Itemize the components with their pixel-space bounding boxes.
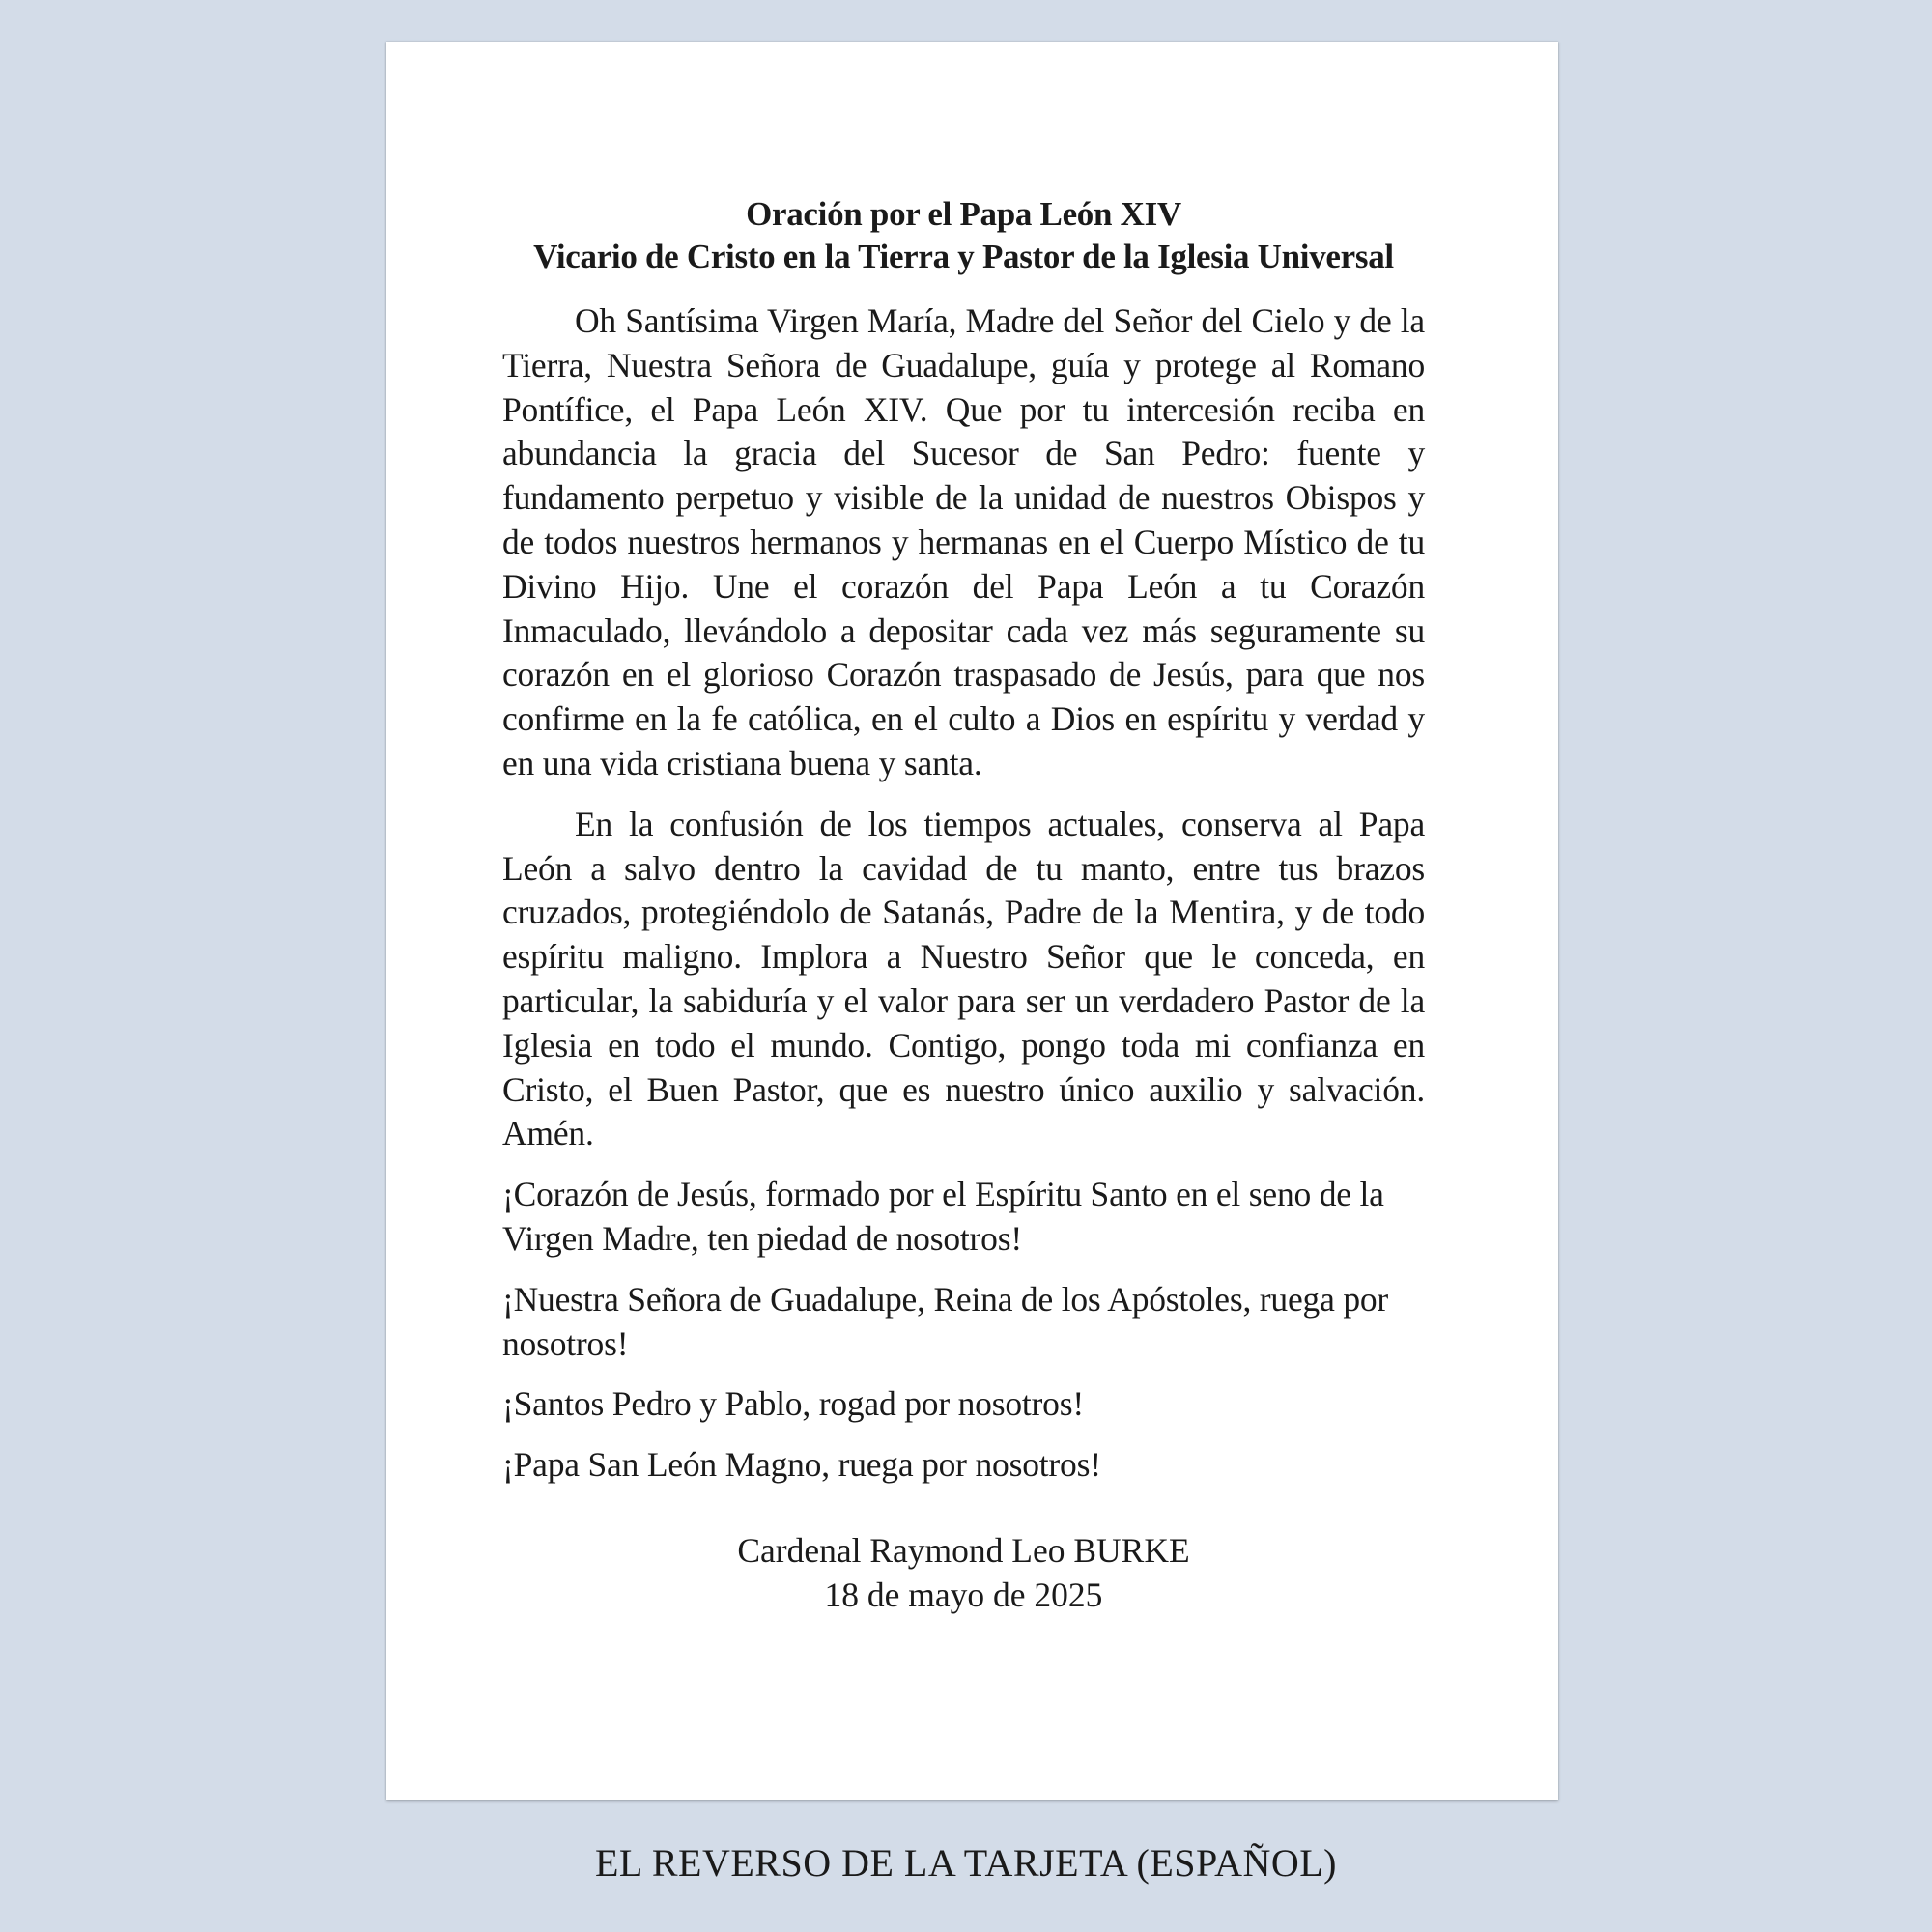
invocation-leo-magnus: ¡Papa San León Magno, ruega por nosotros! bbox=[502, 1445, 1101, 1485]
invocation-peter-paul: ¡Santos Pedro y Pablo, rogad por nosotros! bbox=[502, 1384, 1084, 1424]
signature-block bbox=[502, 1528, 1425, 1617]
prayer-paragraph-1: Oh Santísima Virgen María, Madre del Señor del Cielo y de la Tierra, Nuestra Señora de Guadalupe, guía y protege al Romano Pontífice, el Papa León XIV. Que por tu intercesión reciba en abundancia la gracia del Sucesor de San Pedro: fuente y fundamento perpetuo y visible de la unidad de nuestros Obispos y de todos nuestros hermanos y hermanas en el Cuerpo Místico de tu Divino Hijo. Une el corazón del Papa León a tu Corazón Inmaculado, llevándolo a depositar cada vez más seguramente su corazón en el glorioso Corazón traspasado de Jesús, para que nos confirme en la fe católica, en el culto a Dios en espíritu y verdad y en una vida cristiana buena y santa. bbox=[502, 301, 1425, 782]
prayer-card bbox=[386, 42, 1558, 1800]
prayer-paragraph-2: En la confusión de los tiempos actuales, conserva al Papa León a salvo dentro la cavidad de tu manto, entre tus brazos cruzados, protegiéndolo de Satanás, Padre de la Mentira, y de todo espíritu maligno. Implora a Nuestro Señor que le conceda, en particular, la sabiduría y el valor para ser un verdadero Pastor de la Iglesia en todo el mundo. Contigo, pongo toda mi confianza en Cristo, el Buen Pastor, que es nuestro único auxilio y salvación. Amén. bbox=[502, 804, 1425, 1153]
invocation-guadalupe: ¡Nuestra Señora de Guadalupe, Reina de los Apóstoles, ruega por nosotros! bbox=[502, 1279, 1389, 1363]
title-line-2: Vicario de Cristo en la Tierra y Pastor de la Iglesia Universal bbox=[533, 238, 1394, 275]
signature-date: 18 de mayo de 2025 bbox=[824, 1575, 1103, 1614]
prayer-title bbox=[502, 193, 1425, 278]
signature-name: Cardenal Raymond Leo BURKE bbox=[737, 1530, 1190, 1570]
card-reverse-caption: EL REVERSO DE LA TARJETA (ESPAÑOL) bbox=[594, 1841, 1338, 1885]
card-content bbox=[502, 193, 1425, 1617]
invocation-sacred-heart: ¡Corazón de Jesús, formado por el Espíritu Santo en el seno de la Virgen Madre, ten piedad de nosotros! bbox=[502, 1175, 1384, 1258]
title-line-1: Oración por el Papa León XIV bbox=[746, 195, 1181, 233]
